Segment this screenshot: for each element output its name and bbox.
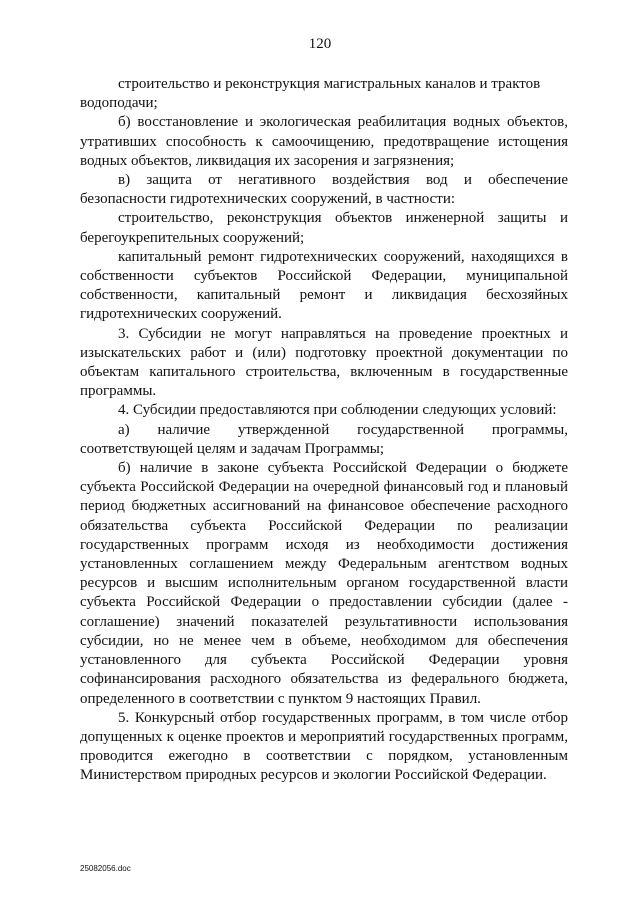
page-number: 120 (308, 36, 332, 52)
paragraph-clause-4-a: а) наличие утвержденной государственной программы, соответствующей целям и задачам Программы; (80, 421, 568, 457)
paragraph-item-v-protection: в) защита от негативного воздействия вод и обеспечение безопасности гидротехнических сооружений, в частности: (80, 172, 568, 208)
paragraph-capital-repair: капитальный ремонт гидротехнических сооружений, находящихся в собственности субъектов Российской Федерации, муниципальной собственности, капитальный ремонт и ликвидация бесхозяйных гидротехнических сооружений. (80, 248, 568, 323)
paragraph-clause-4: 4. Субсидии предоставляются при соблюдении следующих условий: (118, 402, 557, 419)
paragraph-clause-3: 3. Субсидии не могут направляться на проведение проектных и изыскательских работ и (или) подготовку проектной документации по объектам капитального строительства, включенным в государственные программы. (80, 325, 568, 400)
footer-filename: 25082056.doc (80, 864, 131, 873)
paragraph-clause-5: 5. Конкурсный отбор государственных программ, в том числе отбор допущенных к оценке проектов и мероприятий государственных программ, проводится ежегодно в соответствии с порядком, установленным Министерством природных ресурсов и экологии Российской Федерации. (80, 709, 568, 784)
paragraph-construction-canals: строительство и реконструкция магистральных каналов и трактов водоподачи; (80, 76, 541, 112)
paragraph-construction-protection: строительство, реконструкция объектов инженерной защиты и берегоукрепительных сооружений; (80, 210, 568, 246)
paragraph-item-b-restoration: б) восстановление и экологическая реабилитация водных объектов, утративших способность к самоочищению, предотвращение истощения водных объектов, ликвидация их засорения и загрязнения; (80, 114, 568, 169)
paragraph-clause-4-b: б) наличие в законе субъекта Российской Федерации о бюджете субъекта Российской Федерации на очередной финансовый год и плановый период бюджетных ассигнований на финансовое обеспечение расходного обязательства субъекта Российской Федерации по реализации государственных программ исходя из необходимости достижения установленных соглашением между Федеральным агентством водных ресурсов и высшим исполнительным органом государственной власти субъекта Российской Федерации о предоставлении субсидии (далее - соглашение) значений показателей результативности использования субсидии, но не менее чем в объеме, необходимом для обеспечения установленного для субъекта Российской Федерации уровня софинансирования расходного обязательства из федерального бюджета, определенного в соответствии с пунктом 9 настоящих Правил. (80, 460, 568, 707)
document-body (80, 75, 568, 786)
